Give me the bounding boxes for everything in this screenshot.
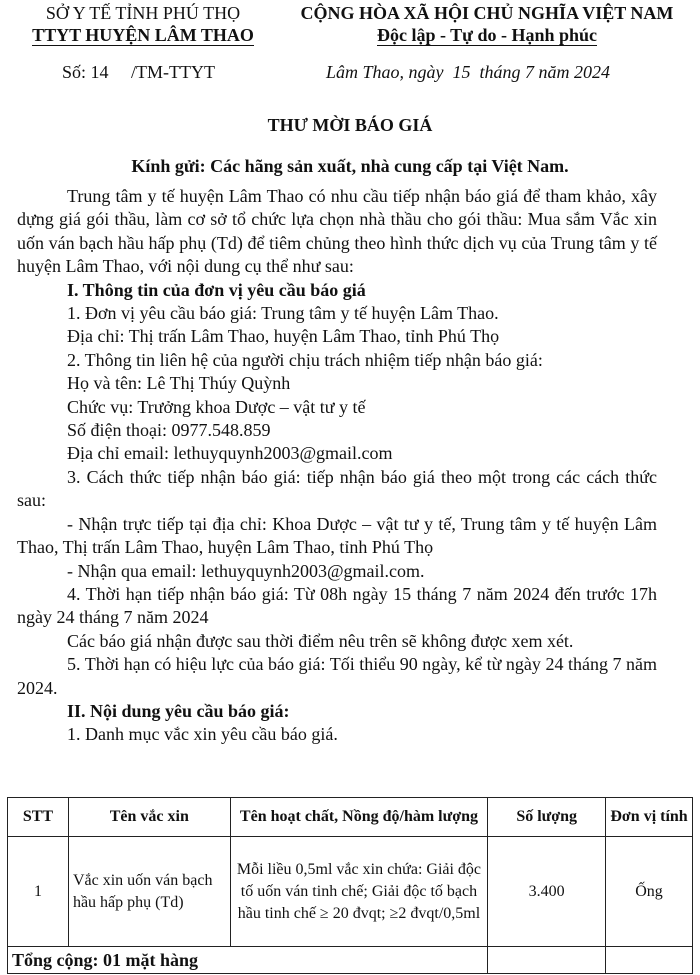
recipient-line: Kính gửi: Các hãng sản xuất, nhà cung cấp tại Việt Nam. xyxy=(131,156,569,176)
receipt-direct: - Nhận trực tiếp tại địa chỉ: Khoa Dược – vật tư y tế, Trung tâm y tế huyện Lâm Thao, Thị trấn Lâm Thao, huyện Lâm Thao, tỉnh Phú Thọ xyxy=(17,513,657,558)
receipt-email: - Nhận qua email: lethuyquynh2003@gmail.com. xyxy=(67,560,425,581)
col-header-quantity: Số lượng xyxy=(488,798,606,837)
intro-paragraph: Trung tâm y tế huyện Lâm Thao có nhu cầu tiếp nhận báo giá để tham khảo, xây dựng giá gói thầu, làm cơ sở tổ chức lựa chọn nhà thầu cho gói thầu: Mua sắm Vắc xin uốn ván bạch hầu hấp phụ (Td) để tiêm chủng theo hình thức dịch vụ của Trung tâm y tế huyện Lâm Thao, với nội dung cụ thể như sau: xyxy=(17,186,657,277)
vaccine-table xyxy=(7,797,693,974)
cell-unit: Ống xyxy=(606,837,693,947)
receipt-methods: 3. Cách thức tiếp nhận báo giá: tiếp nhận báo giá theo một trong các cách thức sau: xyxy=(17,466,657,511)
reference-line xyxy=(0,62,700,86)
agency-department: SỞ Y TẾ TỈNH PHÚ THỌ xyxy=(45,3,241,23)
cell-vaccine-name: Vắc xin uốn ván bạch hầu hấp phụ (Td) xyxy=(68,837,230,947)
document-title: THƯ MỜI BÁO GIÁ xyxy=(267,115,433,135)
receipt-deadline: 4. Thời hạn tiếp nhận báo giá: Từ 08h ngày 15 tháng 7 năm 2024 đến trước 17h ngày 24 tháng 7 năm 2024 xyxy=(17,583,657,628)
section-2-heading: II. Nội dung yêu cầu báo giá: xyxy=(67,700,290,721)
document-body xyxy=(17,185,657,747)
contact-info-heading: 2. Thông tin liên hệ của người chịu trách nhiệm tiếp nhận báo giá: xyxy=(67,349,543,370)
requester-address: Địa chỉ: Thị trấn Lâm Thao, huyện Lâm Thao, tỉnh Phú Thọ xyxy=(67,326,500,347)
contact-email: Địa chỉ email: lethuyquynh2003@gmail.com xyxy=(67,443,393,464)
col-header-stt: STT xyxy=(8,798,69,837)
late-quote-note: Các báo giá nhận được sau thời điểm nêu trên sẽ không được xem xét. xyxy=(67,630,574,651)
vaccine-list-intro: 1. Danh mục vắc xin yêu cầu báo giá. xyxy=(67,724,338,745)
place-date: Lâm Thao, ngày 15 tháng 7 năm 2024 xyxy=(326,62,611,82)
quote-validity: 5. Thời hạn có hiệu lực của báo giá: Tối thiểu 90 ngày, kể từ ngày 24 tháng 7 năm 2024. xyxy=(17,654,657,698)
table-total-row xyxy=(8,947,693,974)
contact-phone: Số điện thoại: 0977.548.859 xyxy=(67,420,271,441)
requester-unit: 1. Đơn vị yêu cầu báo giá: Trung tâm y tế huyện Lâm Thao. xyxy=(67,303,499,324)
agency-header xyxy=(8,2,278,46)
col-header-unit: Đơn vị tính xyxy=(606,798,693,837)
total-empty-unit xyxy=(606,947,693,974)
table-row xyxy=(8,837,693,947)
total-label: Tổng cộng: 01 mặt hàng xyxy=(8,947,488,974)
national-header xyxy=(282,2,692,46)
document-number: Số: 14 /TM-TTYT xyxy=(62,62,215,82)
cell-ingredient: Mỗi liều 0,5ml vắc xin chứa: Giải độc tố uốn ván tinh chế; Giải độc tố bạch hầu tinh chế ≥ 20 đvqt; ≥2 đvqt/0,5ml xyxy=(230,837,488,947)
contact-position: Chức vụ: Trưởng khoa Dược – vật tư y tế xyxy=(67,396,366,417)
cell-quantity: 3.400 xyxy=(488,837,606,947)
nation-motto: Độc lập - Tự do - Hạnh phúc xyxy=(376,25,598,45)
col-header-name: Tên vắc xin xyxy=(68,798,230,837)
nation-name: CỘNG HÒA XÃ HỘI CHỦ NGHĨA VIỆT NAM xyxy=(300,3,674,23)
agency-unit: TTYT HUYỆN LÂM THAO xyxy=(32,25,254,45)
col-header-ingredient: Tên hoạt chất, Nồng độ/hàm lượng xyxy=(230,798,488,837)
total-empty-qty xyxy=(488,947,606,974)
table-header-row xyxy=(8,798,693,837)
cell-stt: 1 xyxy=(8,837,69,947)
section-1-heading: I. Thông tin của đơn vị yêu cầu báo giá xyxy=(67,279,366,300)
contact-name: Họ và tên: Lê Thị Thúy Quỳnh xyxy=(67,373,291,394)
